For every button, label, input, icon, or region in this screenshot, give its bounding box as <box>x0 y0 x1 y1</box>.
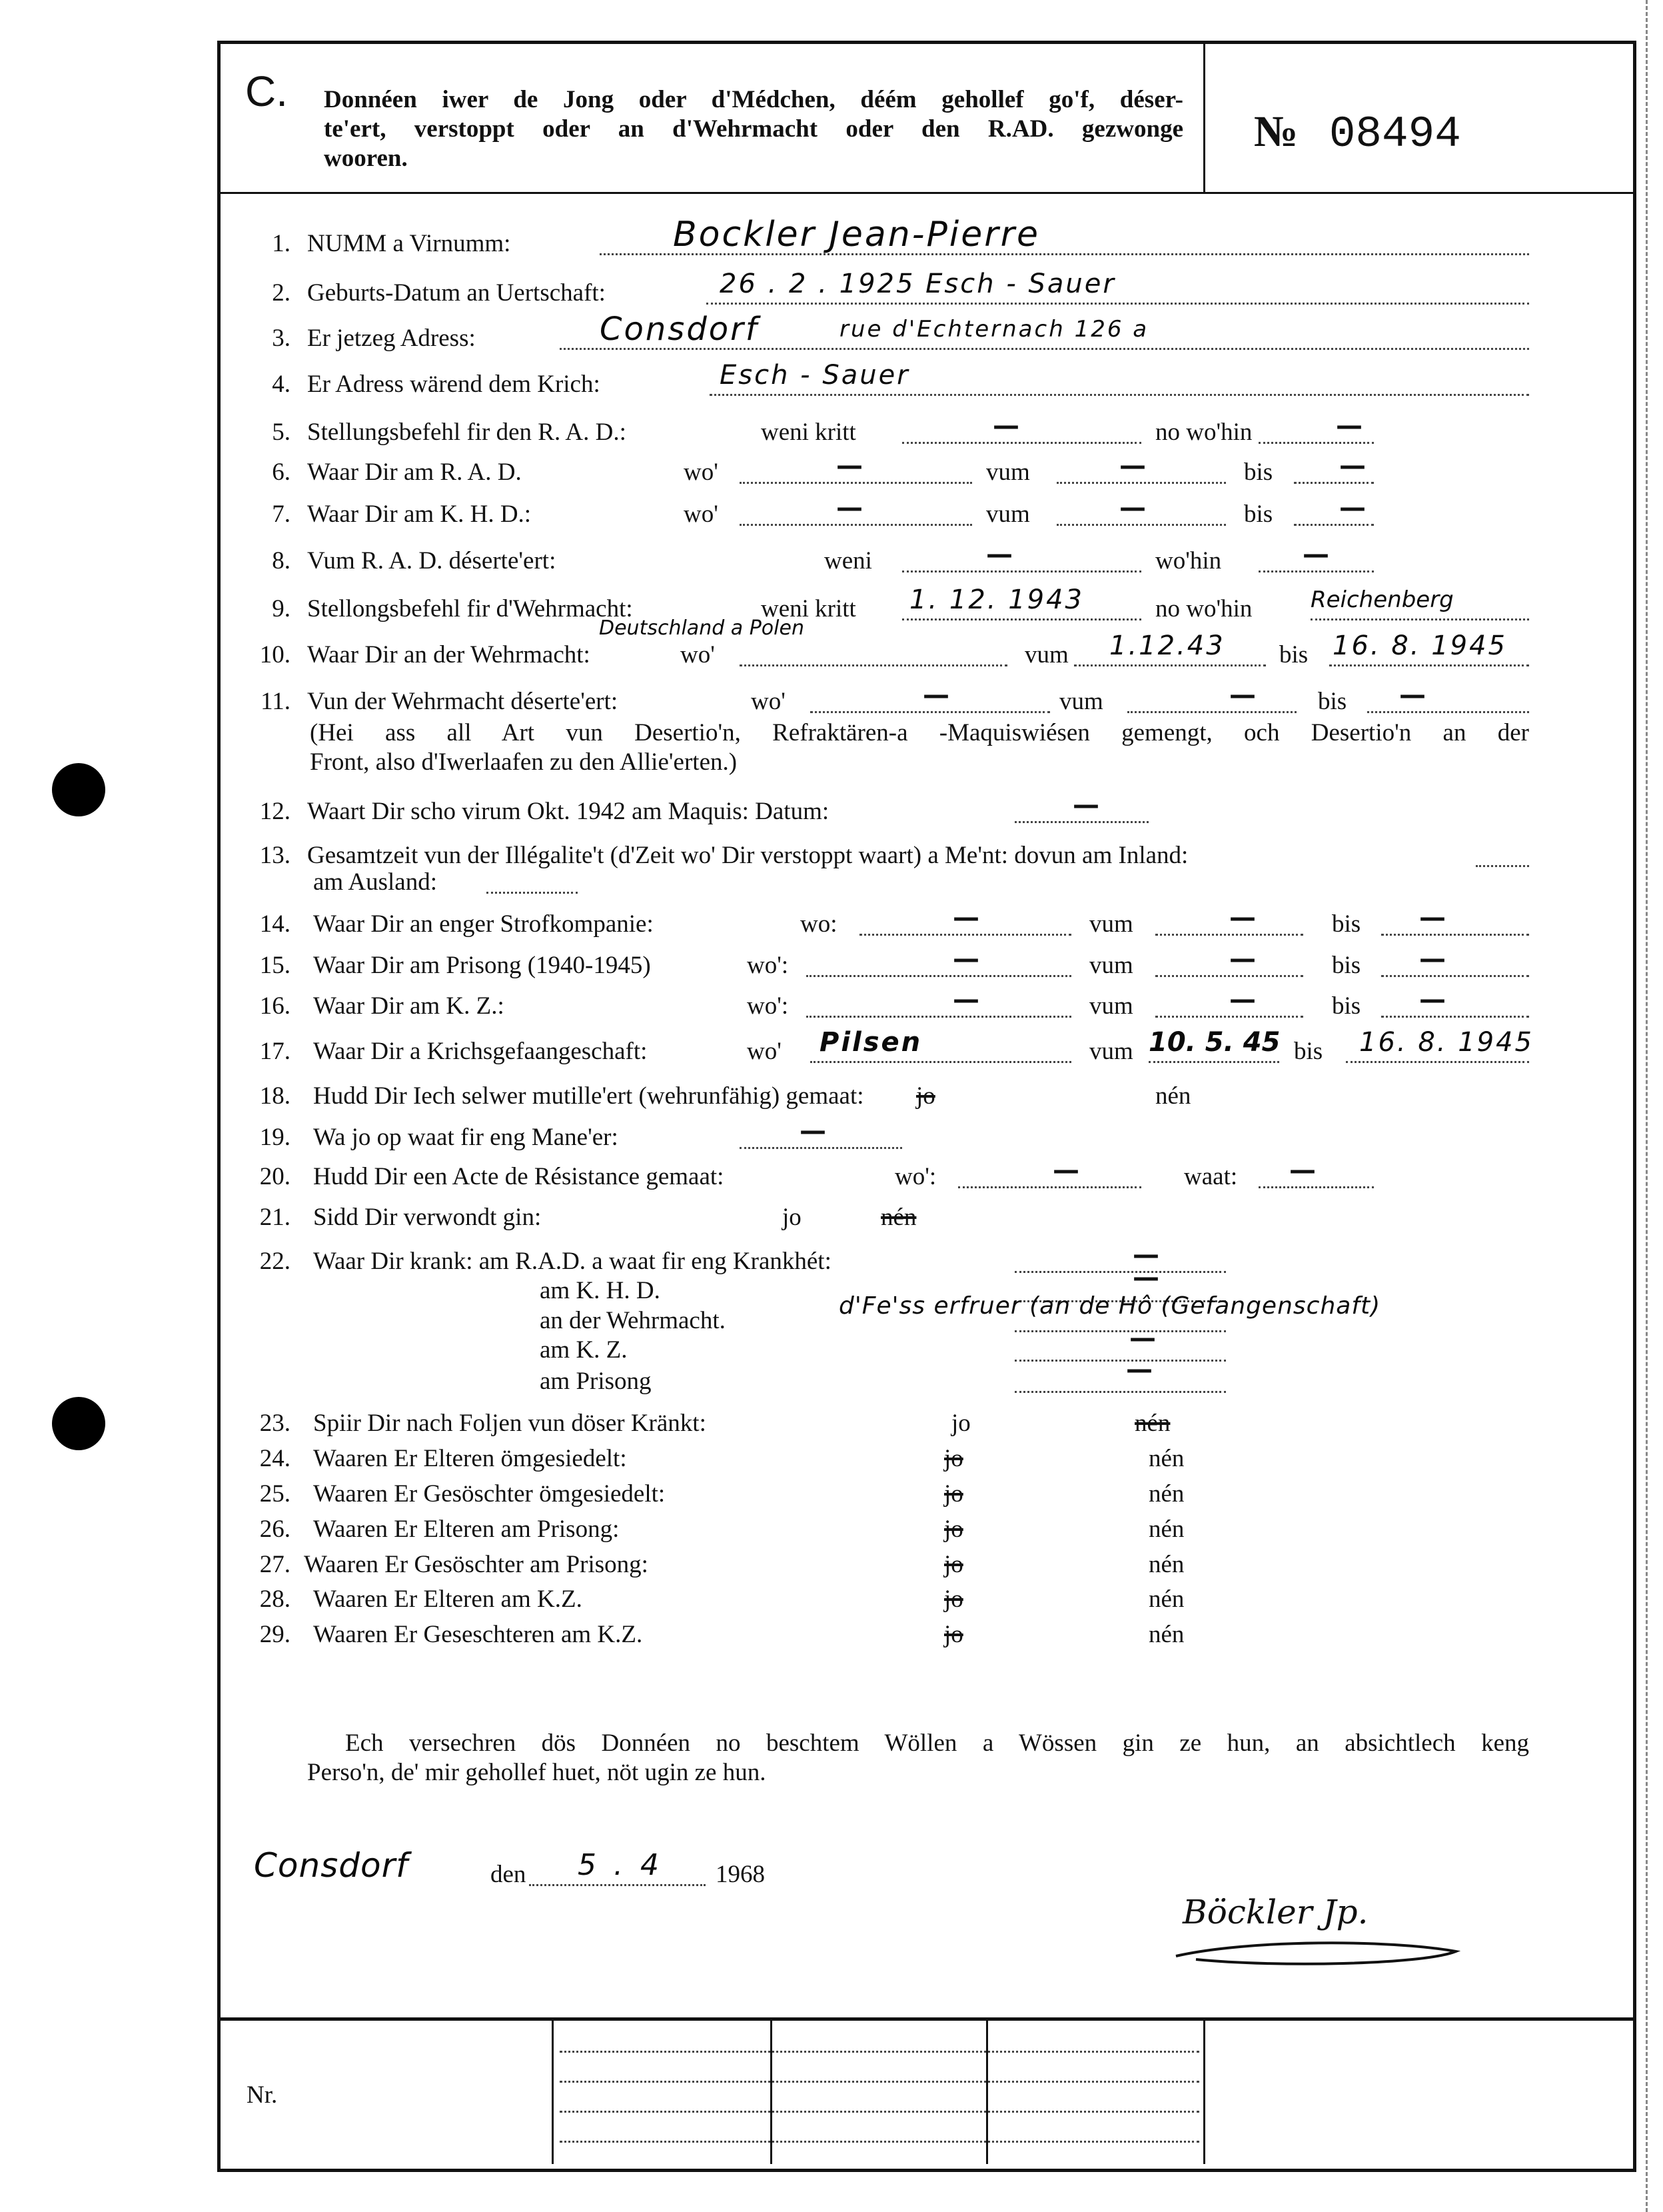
field-label: Er Adress wärend dem Krich: <box>307 371 600 398</box>
item-number: 24. <box>259 1445 290 1472</box>
field-value[interactable]: Deutschland a Polen <box>599 616 804 640</box>
row-16 <box>0 984 1663 1021</box>
field-label: no wo'hin <box>1155 419 1253 446</box>
dotted-line <box>1127 711 1297 713</box>
dotted-line <box>859 934 1071 936</box>
field-label: Spiir Dir nach Foljen vun döser Kränkt: <box>313 1410 706 1437</box>
footer-dotted-lines <box>560 2051 1199 2171</box>
item-number: 18. <box>259 1082 290 1110</box>
row-9 <box>0 584 1663 624</box>
war-address-value[interactable]: Esch - Sauer <box>720 360 910 391</box>
row-13 <box>0 841 1663 870</box>
field-label: Waaren Er Elteren am Prisong: <box>313 1516 620 1543</box>
header-divider-horizontal <box>221 192 1633 194</box>
dotted-line <box>902 618 1141 620</box>
row-15 <box>0 944 1663 980</box>
option-yes[interactable]: jo <box>944 1621 963 1648</box>
option-yes[interactable]: jo <box>944 1551 963 1578</box>
item-number: 22. <box>259 1248 290 1275</box>
field-label: NUMM a Virnumm: <box>307 230 511 257</box>
dotted-line <box>1015 1360 1226 1362</box>
signature-text: Böckler Jp. <box>1183 1893 1369 1931</box>
item-number: 13. <box>259 842 290 869</box>
field-label: Waaren Er Gesöschter ömgesiedelt: <box>313 1480 666 1508</box>
field-value[interactable]: — <box>1229 944 1256 974</box>
field-value[interactable]: Reichenberg <box>1311 586 1454 613</box>
dotted-line <box>1155 934 1303 936</box>
dotted-line <box>1057 524 1226 526</box>
dotted-line <box>560 348 1529 350</box>
dotted-line <box>1381 975 1529 977</box>
field-label: Waaren Er Elteren am K.Z. <box>313 1586 582 1613</box>
field-value[interactable]: — <box>1419 944 1446 974</box>
item-number: 4. <box>272 371 290 398</box>
option-no[interactable]: nén <box>881 1204 917 1231</box>
footer-col-divider <box>552 2017 554 2164</box>
item-number: 26. <box>259 1516 290 1543</box>
field-value[interactable]: — <box>986 539 1013 570</box>
field-value[interactable]: — <box>800 1116 826 1146</box>
dotted-line <box>1074 664 1266 666</box>
field-label: Vum R. A. D. déserte'ert: <box>307 547 556 574</box>
declaration-line: Perso'n, de' mir gehollef huet, nöt ugin ze hun. <box>307 1759 766 1786</box>
option-no[interactable]: nén <box>1149 1586 1185 1613</box>
field-value[interactable]: — <box>1073 790 1099 820</box>
row-14 <box>0 902 1663 939</box>
field-value[interactable]: — <box>953 944 979 974</box>
dotted-line <box>1259 1186 1374 1188</box>
row-22-khd <box>0 1262 1663 1306</box>
field-value[interactable]: Pilsen <box>820 1027 923 1058</box>
header-divider-vertical <box>1203 41 1205 193</box>
field-label: wo': <box>895 1163 937 1190</box>
field-label: bis <box>1279 641 1309 668</box>
field-label: Geburts-Datum an Uertschaft: <box>307 279 606 307</box>
field-value[interactable]: 1. 12. 1943 <box>909 584 1085 615</box>
field-label: vum <box>1025 641 1069 668</box>
field-label: Waar Dir am Prisong (1940-1945) <box>313 952 651 979</box>
field-value[interactable]: — <box>1399 680 1426 710</box>
option-yes[interactable]: jo <box>944 1516 963 1543</box>
dotted-line <box>1015 1391 1226 1393</box>
field-label: wo'hin <box>1155 547 1222 574</box>
dotted-line <box>806 975 1071 977</box>
row-20 <box>0 1155 1663 1192</box>
field-label: Waart Dir scho virum Okt. 1942 am Maquis: Datum: <box>307 798 830 825</box>
dotted-line <box>1155 975 1303 977</box>
den-label: den <box>490 1861 526 1888</box>
field-label: am K. H. D. <box>540 1277 660 1304</box>
item-number: 9. <box>272 595 290 622</box>
field-label: wo' <box>680 641 715 668</box>
date-value[interactable]: 5 . 4 <box>578 1848 663 1882</box>
number-sign: № <box>1254 107 1299 156</box>
option-yes[interactable]: jo <box>944 1445 963 1472</box>
footer-col-divider <box>1203 2017 1205 2164</box>
dotted-line <box>1259 570 1374 572</box>
item-number: 12. <box>259 798 290 825</box>
field-value[interactable]: 16. 8. 1945 <box>1359 1027 1534 1058</box>
dotted-line <box>1294 524 1374 526</box>
field-label: Waar Dir am K. H. D.: <box>307 501 532 528</box>
field-label: am K. Z. <box>540 1336 628 1364</box>
field-value[interactable]: — <box>836 451 863 481</box>
row-4-war-address <box>0 360 1663 399</box>
item-number: 16. <box>259 992 290 1020</box>
field-value[interactable]: — <box>1133 1262 1159 1293</box>
dotted-line <box>529 1884 706 1886</box>
row-1-name <box>0 215 1663 259</box>
place-date <box>0 1846 1663 1889</box>
field-label: Waaren Er Geseschteren am K.Z. <box>313 1621 643 1648</box>
footer-nr-label: Nr. <box>247 2081 278 2109</box>
name-value[interactable]: Bockler Jean-Pierre <box>673 215 1040 255</box>
dotted-line <box>1311 618 1529 620</box>
field-label: vum <box>1089 952 1133 979</box>
field-value[interactable]: d'Fe'ss erfruer (an de Hô (Gefangenschaft) <box>839 1292 1381 1320</box>
option-no[interactable]: nén <box>1155 1082 1191 1110</box>
header-title-line: wooren. <box>324 145 408 172</box>
row-22 <box>0 1240 1663 1276</box>
dotted-line <box>1367 711 1529 713</box>
item-number: 14. <box>259 910 290 938</box>
field-value[interactable]: 10. 5. 45 <box>1149 1027 1281 1058</box>
row-18 <box>0 1082 1663 1111</box>
row-23 <box>0 1409 1663 1438</box>
field-label: Sidd Dir verwondt gin: <box>313 1204 542 1231</box>
dotted-line <box>1015 1330 1226 1332</box>
dotted-line <box>1476 865 1529 867</box>
field-label: an der Wehrmacht. <box>540 1307 726 1334</box>
field-label: wo: <box>800 910 837 938</box>
field-label: wo': <box>747 992 789 1020</box>
item-number: 11. <box>261 688 290 715</box>
dotted-line <box>1381 934 1529 936</box>
field-value[interactable]: — <box>1303 539 1329 570</box>
dotted-line <box>1155 1016 1303 1018</box>
row-11 <box>0 680 1663 716</box>
field-label: bis <box>1332 952 1361 979</box>
item-number: 15. <box>259 952 290 979</box>
note-line: Front, also d'Iwerlaafen zu den Allie'erten.) <box>310 748 738 776</box>
field-label: weni kritt <box>761 419 856 446</box>
option-no[interactable]: nén <box>1149 1480 1185 1508</box>
header-title-line: Donnéen iwer de Jong oder d'Médchen, déém gehollef go'f, déser- <box>324 86 1183 113</box>
field-label: Wa jo op waat fir eng Mane'er: <box>313 1124 618 1151</box>
row-22-kz <box>0 1323 1663 1365</box>
option-yes[interactable]: jo <box>944 1586 963 1613</box>
field-label: Waar Dir an enger Strofkompanie: <box>313 910 654 938</box>
field-value[interactable]: — <box>923 680 949 710</box>
declaration <box>307 1729 1529 1787</box>
address-value[interactable]: Consdorf <box>600 311 759 348</box>
item-number: 17. <box>259 1038 290 1065</box>
field-value[interactable]: — <box>1419 902 1446 933</box>
field-label: bis <box>1244 459 1273 486</box>
year-label: 1968 <box>716 1861 765 1888</box>
section-letter: C. <box>245 67 288 115</box>
field-label: vum <box>986 501 1030 528</box>
item-number: 25. <box>259 1480 290 1508</box>
field-label: Stellungsbefehl fir den R. A. D.: <box>307 419 626 446</box>
field-label: weni <box>824 547 872 574</box>
dotted-line <box>810 1061 1071 1063</box>
field-label: Waar Dir am K. Z.: <box>313 992 504 1020</box>
row-12 <box>0 790 1663 826</box>
item-number: 3. <box>272 325 290 352</box>
field-value[interactable]: — <box>1289 1155 1316 1186</box>
form-number <box>1254 107 1461 159</box>
field-value[interactable]: — <box>1133 1240 1159 1270</box>
dotted-line <box>740 664 1007 666</box>
item-number: 1. <box>272 230 290 257</box>
field-label: wo' <box>751 688 786 715</box>
declaration-line: Ech versechren dös Donnéen no beschtem Wöllen a Wössen gin ze hun, an absichtlech keng <box>345 1729 1529 1757</box>
item-number: 27. <box>259 1551 290 1578</box>
field-label: Er jetzeg Adress: <box>307 325 476 352</box>
signature <box>1169 1893 1476 1973</box>
field-value[interactable]: — <box>1119 451 1146 481</box>
field-label: Hudd Dir een Acte de Résistance gemaat: <box>313 1163 724 1190</box>
place-value[interactable]: Consdorf <box>254 1846 408 1885</box>
item-number: 21. <box>259 1204 290 1231</box>
address-value-street[interactable]: rue d'Echternach 126 a <box>839 316 1149 343</box>
item-number: 19. <box>259 1124 290 1151</box>
field-label: bis <box>1244 501 1273 528</box>
note-line: (Hei ass all Art vun Desertio'n, Refraktären-a -Maquiswiésen gemengt, och Desertio'n an der <box>310 719 1529 746</box>
field-value[interactable]: — <box>1339 451 1366 481</box>
field-label: wo' <box>684 459 718 486</box>
field-label: Waaren Er Gesöschter am Prisong: <box>304 1551 648 1578</box>
field-value[interactable]: — <box>1229 680 1256 710</box>
row-10 <box>0 616 1663 670</box>
row-28 <box>0 1585 1663 1614</box>
field-value[interactable]: — <box>1419 984 1446 1015</box>
row-17 <box>0 1027 1663 1066</box>
dotted-line <box>958 1186 1141 1188</box>
field-value[interactable]: — <box>1119 493 1146 523</box>
dotted-line <box>1259 442 1374 444</box>
header-title <box>324 85 1183 173</box>
row-22-prison <box>0 1354 1663 1396</box>
dotted-line <box>706 303 1529 305</box>
dotted-line <box>902 570 1141 572</box>
field-label: vum <box>986 459 1030 486</box>
field-label: vum <box>1089 1038 1133 1065</box>
field-value[interactable]: — <box>953 984 979 1015</box>
dotted-line <box>806 1016 1071 1018</box>
dotted-line <box>902 442 1141 444</box>
field-value[interactable]: — <box>1129 1323 1156 1354</box>
field-value[interactable]: — <box>993 411 1019 441</box>
border-top <box>217 41 1636 44</box>
row-5 <box>0 411 1663 447</box>
field-value[interactable]: — <box>1336 411 1363 441</box>
row-26 <box>0 1515 1663 1544</box>
dotted-line <box>1015 1271 1226 1273</box>
field-label: bis <box>1318 688 1347 715</box>
dotted-line <box>1149 1061 1279 1063</box>
option-yes[interactable]: jo <box>782 1204 802 1231</box>
row-29 <box>0 1620 1663 1650</box>
birth-value[interactable]: 26 . 2 . 1925 Esch - Sauer <box>720 269 1116 299</box>
field-label: bis <box>1332 992 1361 1020</box>
field-label: am Ausland: <box>313 868 438 896</box>
dotted-line <box>740 1147 902 1149</box>
field-label: bis <box>1294 1038 1323 1065</box>
row-11-note <box>0 718 1663 778</box>
row-2-birth <box>0 269 1663 308</box>
field-label: wo' <box>684 501 718 528</box>
dotted-line <box>710 394 1529 396</box>
dotted-line <box>486 892 578 894</box>
item-number: 28. <box>259 1586 290 1613</box>
field-label: Waar Dir a Krichsgefaangeschaft: <box>313 1038 648 1065</box>
field-value[interactable]: — <box>836 493 863 523</box>
field-label: vum <box>1089 910 1133 938</box>
field-label: Hudd Dir Iech selwer mutille'ert (wehrunfähig) gemaat: <box>313 1082 864 1110</box>
option-yes[interactable]: jo <box>944 1480 963 1508</box>
field-label: Waar Dir am R. A. D. <box>307 459 522 486</box>
dotted-line <box>1294 482 1374 484</box>
item-number: 29. <box>259 1621 290 1648</box>
dotted-line <box>1015 821 1149 823</box>
option-no[interactable]: nén <box>1149 1551 1185 1578</box>
field-label: weni kritt <box>761 595 856 622</box>
field-label: wo' <box>747 1038 782 1065</box>
row-3-address <box>0 311 1663 353</box>
row-6 <box>0 451 1663 487</box>
row-8 <box>0 539 1663 576</box>
field-value[interactable]: 1.12.43 <box>1109 630 1225 661</box>
row-22-wehrmacht <box>0 1292 1663 1336</box>
field-value[interactable]: — <box>1229 902 1256 933</box>
dotted-line <box>1057 482 1226 484</box>
field-label: am Prisong <box>540 1368 652 1395</box>
field-label: waat: <box>1184 1163 1238 1190</box>
field-value[interactable]: — <box>953 902 979 933</box>
field-label: bis <box>1332 910 1361 938</box>
row-24 <box>0 1444 1663 1474</box>
row-7 <box>0 493 1663 529</box>
item-number: 7. <box>272 501 290 528</box>
dotted-line <box>740 524 972 526</box>
option-no[interactable]: nén <box>1149 1621 1185 1648</box>
footer-rule <box>221 2017 1633 2021</box>
field-value[interactable]: 16. 8. 1945 <box>1333 630 1508 661</box>
field-label: Gesamtzeit vun der Illégalite't (d'Zeit wo' Dir verstoppt waart) a Me'nt: dovun am Inland: <box>307 842 1189 869</box>
field-value[interactable]: — <box>1339 493 1366 523</box>
option-no[interactable]: nén <box>1135 1410 1171 1437</box>
item-number: 8. <box>272 547 290 574</box>
row-21 <box>0 1203 1663 1232</box>
field-label: no wo'hin <box>1155 595 1253 622</box>
option-yes[interactable]: jo <box>916 1082 935 1110</box>
item-number: 2. <box>272 279 290 307</box>
item-number: 10. <box>259 641 290 668</box>
dotted-line <box>740 482 972 484</box>
header-title-line: te'ert, verstoppt oder an d'Wehrmacht oder den R.AD. gezwonge <box>324 115 1183 143</box>
field-label: Waar Dir krank: am R.A.D. a waat fir eng Krankhét: <box>313 1248 832 1275</box>
field-value[interactable]: — <box>1229 984 1256 1015</box>
dotted-line <box>1346 1061 1529 1063</box>
dotted-line <box>810 711 1050 713</box>
item-number: 5. <box>272 419 290 446</box>
field-label: vum <box>1089 992 1133 1020</box>
field-label: Waaren Er Elteren ömgesiedelt: <box>313 1445 627 1472</box>
row-27 <box>0 1550 1663 1580</box>
item-number: 23. <box>259 1410 290 1437</box>
option-no[interactable]: nén <box>1149 1516 1185 1543</box>
field-label: vum <box>1059 688 1103 715</box>
field-label: Stellongsbefehl fir d'Wehrmacht: <box>307 595 633 622</box>
dotted-line <box>1381 1016 1529 1018</box>
field-value[interactable]: — <box>1053 1155 1079 1186</box>
number-value: 08494 <box>1329 109 1461 159</box>
dotted-line <box>1329 664 1529 666</box>
item-number: 6. <box>272 459 290 486</box>
row-19 <box>0 1116 1663 1152</box>
field-label: Vun der Wehrmacht déserte'ert: <box>307 688 618 715</box>
field-value[interactable]: — <box>1126 1354 1153 1385</box>
signature-flourish <box>1169 1893 1476 1973</box>
row-25 <box>0 1480 1663 1509</box>
option-yes[interactable]: jo <box>951 1410 971 1437</box>
field-label: wo': <box>747 952 789 979</box>
item-number: 20. <box>259 1163 290 1190</box>
option-no[interactable]: nén <box>1149 1445 1185 1472</box>
row-13-abroad <box>0 868 1663 897</box>
field-label: Waar Dir an der Wehrmacht: <box>307 641 590 668</box>
